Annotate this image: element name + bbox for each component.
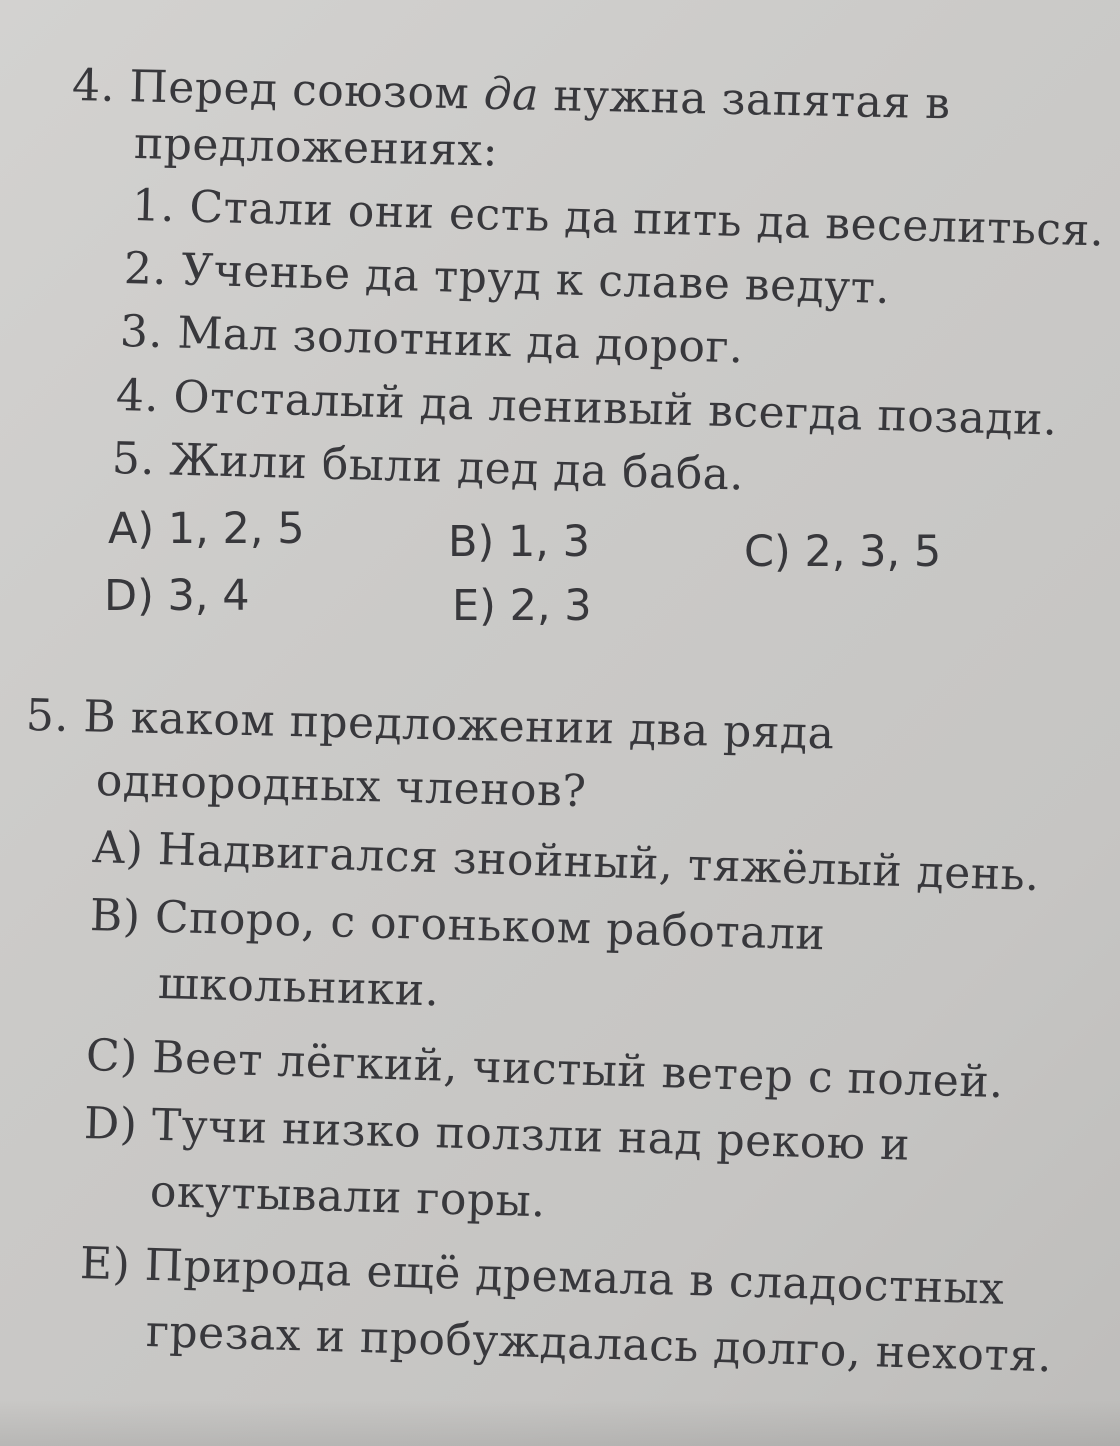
q4-sentence-1: 1. Стали они есть да пить да веселиться.: [131, 180, 1105, 257]
q5-option-d-line2: окутывали горы.: [149, 1166, 547, 1228]
q4-title-italic: да: [483, 68, 540, 121]
q5-option-b-line1: В) Споро, с огоньком работали: [89, 890, 826, 961]
q5-option-e-line2: грезах и пробуждалась долго, нехотя.: [145, 1306, 1053, 1383]
q5-title-line2: однородных членов?: [95, 755, 588, 818]
q5-option-b-line2: школьники.: [157, 958, 440, 1017]
q4-title-line2: предложениях:: [133, 118, 499, 177]
q4-sentence-2: 2. Ученье да труд к славе ведут.: [123, 243, 891, 315]
q5-option-c: С) Веет лёгкий, чистый ветер с полей.: [85, 1030, 1005, 1109]
q4-option-a: А) 1, 2, 5: [108, 504, 305, 554]
q4-number: 4.: [71, 60, 116, 112]
q5-option-d-line1: D) Тучи низко ползли над рекою и: [83, 1098, 911, 1171]
q5-title-line1: 5. В каком предложении два ряда: [25, 690, 835, 760]
q4-title-before: Перед союзом: [128, 61, 470, 120]
q5-option-a: А) Надвигался знойный, тяжёлый день.: [91, 822, 1041, 902]
q4-sentence-4: 4. Отсталый да ленивый всегда позади.: [115, 370, 1059, 446]
q4-option-b: В) 1, 3: [448, 517, 590, 567]
q4-option-e: Е) 2, 3: [452, 581, 592, 631]
q4-title-after: нужна запятая в: [552, 70, 951, 130]
q4-sentence-5: 5. Жили были дед да баба.: [111, 433, 745, 501]
q4-sentence-3: 3. Мал золотник да дорог.: [119, 306, 745, 374]
q5-option-e-line1: Е) Природа ещё дремала в сладостных: [79, 1238, 1006, 1315]
bottom-shadow: [0, 1400, 1120, 1446]
q4-option-d: D) 3, 4: [104, 571, 250, 621]
q4-option-c: С) 2, 3, 5: [744, 527, 942, 577]
